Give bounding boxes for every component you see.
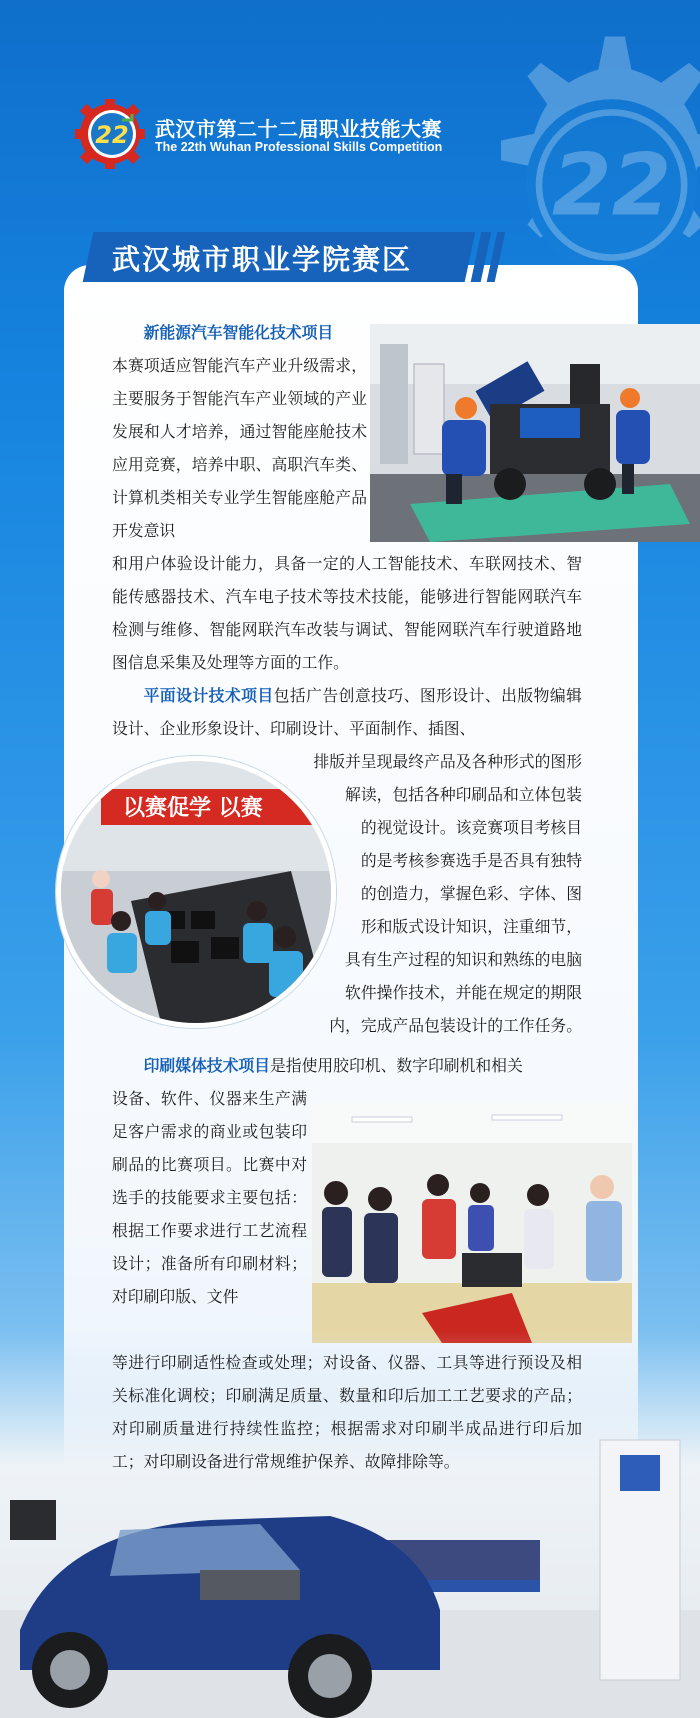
graphic-body-line: 软件操作技术，并能在规定的期限 bbox=[345, 983, 582, 1002]
competition-logo bbox=[74, 98, 146, 170]
graphic-body-line: 的是考核参赛选手是否具有独特 bbox=[360, 851, 582, 870]
print-project-title: 印刷媒体技术项目 bbox=[143, 1056, 270, 1075]
graphic-body-line: 具有生产过程的知识和熟练的电脑 bbox=[345, 950, 582, 969]
graphic-body-line: 形和版式设计知识，注重细节， bbox=[360, 917, 582, 936]
print-body-wide: 等进行印刷适性检查或处理；对设备、仪器、工具等进行预设及相关标准化调校；印刷满足质量、数量和印后加工工艺要求的产品；对印刷质量进行持续性监控；根据需求对印刷半成品进行印后加工；对印刷设备进行常规维护保养、故障排除等。 bbox=[112, 1353, 582, 1471]
classroom-banner-text: 以赛促学 以赛 bbox=[123, 796, 263, 821]
competition-title-cn: 武汉市第二十二届职业技能大赛 bbox=[155, 117, 442, 141]
print-body-first: 是指使用胶印机、数字印刷机和相关 bbox=[269, 1056, 523, 1075]
photo-print-media-competition bbox=[312, 1103, 632, 1343]
graphic-body-line: 排版并呈现最终产品及各种形式的图形 bbox=[313, 752, 582, 771]
ev-intro-block bbox=[112, 316, 367, 349]
deco-number: 22 bbox=[551, 135, 672, 236]
graphic-body-line: 解读，包括各种印刷品和立体包装 bbox=[345, 785, 582, 804]
graphic-body-first: 包括广告创意技巧、图形设计、出版物编辑设计、企业形象设计、印刷设计、平面制作、插图、 bbox=[112, 686, 582, 738]
graphic-body-line: 内，完成产品包装设计的工作任务。 bbox=[329, 1016, 582, 1035]
photo-ev-competition bbox=[370, 324, 700, 542]
ev-body-narrow: 本赛项适应智能汽车产业升级需求，主要服务于智能汽车产业领域的产业发展和人才培养，通过智能座舱技术应用竞赛，培养中职、高职汽车类、计算机类相关专业学生智能座舱产品开发意识 bbox=[112, 356, 367, 540]
graphic-body-line: 的创造力，掌握色彩、字体、图 bbox=[360, 884, 582, 903]
graphic-project-title: 平面设计技术项目 bbox=[143, 686, 274, 705]
banner-title: 武汉城市职业学院赛区 bbox=[112, 243, 413, 276]
print-body-narrow: 设备、软件、仪器来生产满足客户需求的商业或包装印刷品的比赛项目。比赛中对选手的技能要求主要包括：根据工作要求进行工艺流程设计；准备所有印刷材料；对印刷印版、文件 bbox=[112, 1089, 307, 1306]
graphic-intro-block bbox=[112, 679, 582, 745]
logo-number: 22 bbox=[95, 121, 129, 149]
ev-project-title: 新能源汽车智能化技术项目 bbox=[143, 323, 334, 342]
competition-title-en: The 22th Wuhan Professional Skills Competition bbox=[155, 140, 443, 154]
ev-body-wide: 和用户体验设计能力，具备一定的人工智能技术、车联网技术、智能传感器技术、汽车电子技术等技术技能，能够进行智能网联汽车检测与维修、智能网联汽车改装与调试、智能网联汽车行驶道路地图信息采集及处理等方面的工作。 bbox=[112, 554, 582, 672]
print-intro-block bbox=[112, 1049, 582, 1082]
graphic-body-line: 的视觉设计。该竞赛项目考核目 bbox=[360, 818, 582, 837]
